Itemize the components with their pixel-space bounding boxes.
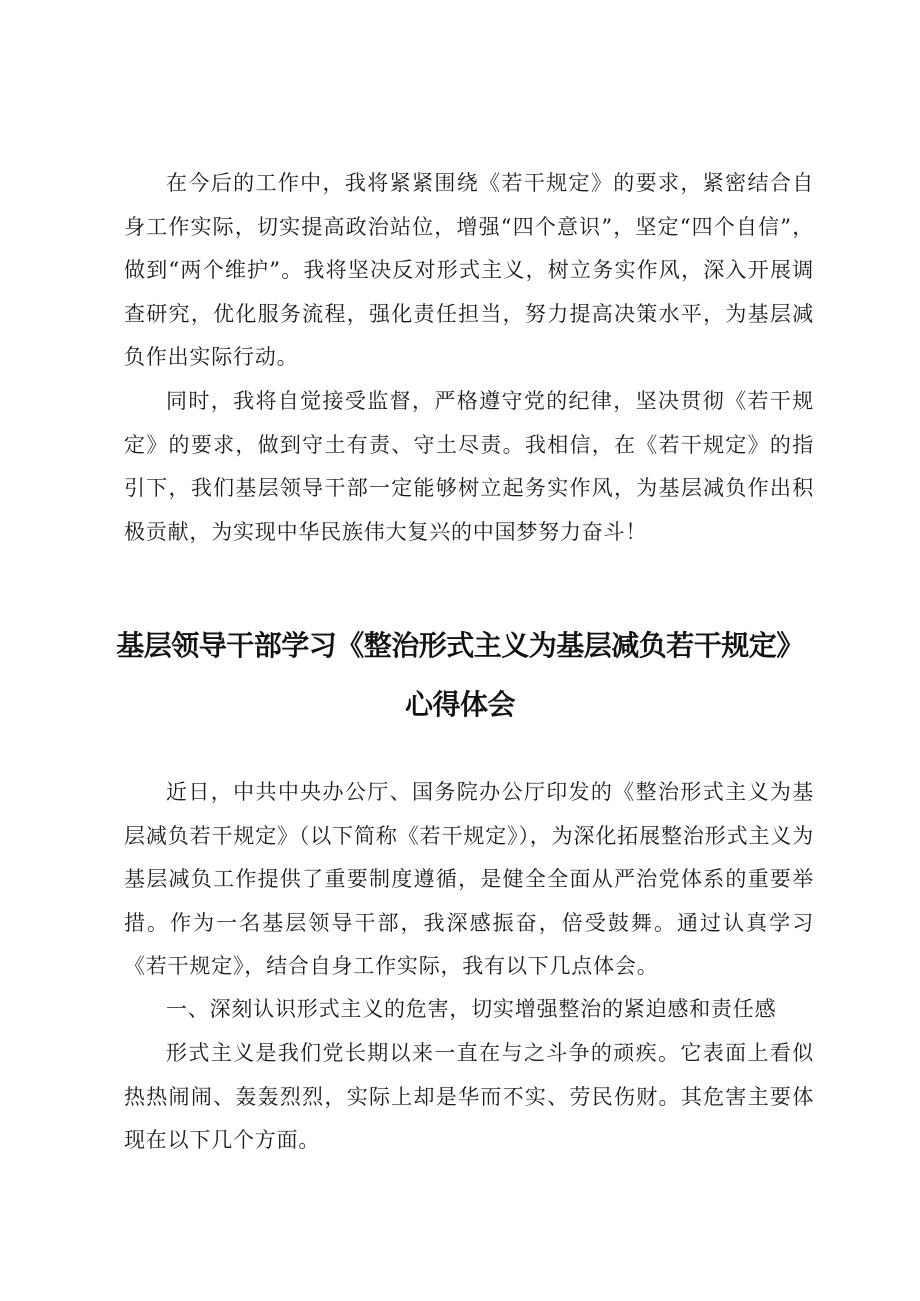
article-title-line-2: 心得体会 bbox=[404, 688, 515, 721]
paragraph-closing-commitment: 在今后的工作中，我将紧紧围绕《若干规定》的要求，紧密结合自身工作实际，切实提高政治站位，增强“四个意识”，坚定“四个自信”，做到“两个维护”。我将坚决反对形式主义，树立务实作风，深入开展调查研究，优化服务流程，强化责任担当，努力提高决策水平，为基层减负作出实际行动。 bbox=[124, 171, 814, 369]
section-heading-1: 一、深刻认识形式主义的危害，切实增强整治的紧迫感和责任感 bbox=[166, 997, 777, 1021]
paragraph-introduction: 近日，中共中央办公厅、国务院办公厅印发的《整治形式主义为基层减负若干规定》（以下简称《若干规定》），为深化拓展整治形式主义为基层减负工作提供了重要制度遵循，是健全全面从严治党体系的重要举措。作为一名基层领导干部，我深感振奋，倍受鼓舞。通过认真学习《若干规定》，结合自身工作实际，我有以下几点体会。 bbox=[124, 780, 814, 978]
paragraph-formalism-harm: 形式主义是我们党长期以来一直在与之斗争的顽疾。它表面上看似热热闹闹、轰轰烈烈，实际上却是华而不实、劳民伤财。其危害主要体现在以下几个方面。 bbox=[124, 1041, 814, 1152]
article-title-line-1: 基层领导干部学习《整治形式主义为基层减负若干规定》 bbox=[116, 629, 804, 662]
paragraph-supervision-pledge: 同时，我将自觉接受监督，严格遵守党的纪律，坚决贯彻《若干规定》的要求，做到守土有责、守土尽责。我相信，在《若干规定》的指引下，我们基层领导干部一定能够树立起务实作风，为基层减负作出积极贡献，为实现中华民族伟大复兴的中国梦努力奋斗！ bbox=[124, 389, 814, 544]
